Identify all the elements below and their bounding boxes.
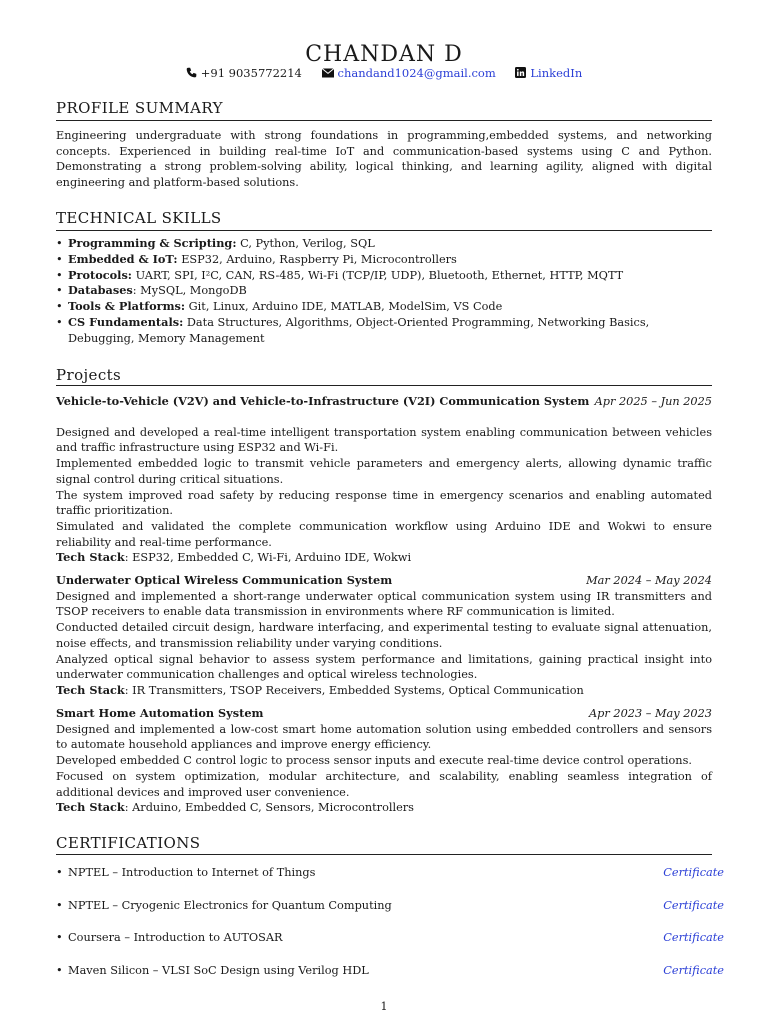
- certification-item: • Coursera – Introduction to AUTOSAR Certificate: [56, 931, 724, 944]
- skill-item: • Programming & Scripting: C, Python, Verilog, SQL: [56, 236, 375, 250]
- tech-stack: [56, 683, 712, 699]
- certification-name: NPTEL – Cryogenic Electronics for Quantum Computing: [68, 899, 392, 912]
- certificate-link[interactable]: Certificate: [663, 964, 724, 977]
- certificate-link[interactable]: Certificate: [663, 866, 724, 879]
- skill-item: • Databases: MySQL, MongoDB: [56, 283, 247, 298]
- project-line: Designed and implemented a short-range underwater optical communication system using IR transmitters and TSOP receivers to enable data transmission in environments where RF communication is limited.: [56, 589, 712, 619]
- skill-value: ESP32, Arduino, Raspberry Pi, Microcontrollers: [181, 252, 457, 266]
- project-line: Conducted detailed circuit design, hardware interfacing, and experimental testing to evaluate signal attenuation, noise effects, and transmission reliability under varying conditions.: [56, 621, 712, 650]
- skill-item: • Protocols: UART, SPI, I²C, CAN, RS-485, Wi-Fi (TCP/IP, UDP), Bluetooth, Ethernet, HTTP, MQTT: [56, 267, 624, 282]
- certification-item: • Maven Silicon – VLSI SoC Design using Verilog HDL Certificate: [56, 964, 724, 977]
- project-title: Vehicle-to-Vehicle (V2V) and Vehicle-to-Infrastructure (V2I) Communication System: [56, 394, 590, 408]
- linkedin-contact[interactable]: [515, 66, 582, 80]
- tech-stack-label: Tech Stack: [56, 682, 125, 697]
- projects-heading: Projects: [56, 366, 122, 384]
- project-header: [56, 394, 712, 410]
- section-divider: [56, 120, 712, 121]
- skill-label: Databases: [68, 283, 133, 298]
- project-line: Designed and implemented a low-cost smart home automation solution using embedded controllers and sensors to automate household appliances and improve energy efficiency.: [56, 722, 712, 752]
- tech-stack-label: Tech Stack: [56, 550, 125, 565]
- section-divider: [56, 385, 712, 386]
- email-contact[interactable]: [322, 66, 500, 80]
- profile-summary-heading: PROFILE SUMMARY: [56, 99, 223, 117]
- linkedin-icon: [515, 67, 526, 78]
- technical-skills-heading: TECHNICAL SKILLS: [56, 209, 222, 227]
- project-date: Apr 2023 – May 2023: [589, 707, 712, 720]
- skill-value: : MySQL, MongoDB: [132, 284, 247, 298]
- project-header: [56, 573, 712, 589]
- certificate-link[interactable]: Certificate: [663, 899, 724, 912]
- certification-name: Maven Silicon – VLSI SoC Design using Verilog HDL: [68, 964, 369, 977]
- phone-number: +91 9035772214: [200, 66, 302, 80]
- tech-stack: [56, 550, 712, 566]
- project-line: Focused on system optimization, modular architecture, and scalability, enabling seamless integration of additional devices and improved user convenience.: [56, 769, 712, 799]
- email-link[interactable]: chandand1024@gmail.com: [337, 66, 496, 80]
- phone-icon: [186, 67, 197, 78]
- certifications-heading: CERTIFICATIONS: [56, 834, 201, 852]
- project-v2v: [56, 394, 712, 566]
- profile-summary-text: Engineering undergraduate with strong foundations in programming,embedded systems, and networking concepts. Experienced in building real-time IoT and communication-based systems using C and Python. Demonstrating a strong problem-solving ability, logical thinking, and learning agility, aligned with digital engineering and platform-based solutions.: [56, 129, 712, 190]
- skill-value: C, Python, Verilog, SQL: [240, 237, 375, 250]
- skill-item: • CS Fundamentals: Data Structures, Algorithms, Object-Oriented Programming, Networking Basics, Debugging, Memory Management: [56, 314, 650, 345]
- project-line: Implemented embedded logic to transmit vehicle parameters and emergency alerts, allowing dynamic traffic signal control during critical situations.: [56, 457, 712, 486]
- tech-stack-value: : ESP32, Embedded C, Wi-Fi, Arduino IDE, Wokwi: [124, 551, 412, 565]
- candidate-name: CHANDAN D: [305, 42, 463, 67]
- page-number: 1: [380, 1000, 388, 1013]
- tech-stack-value: : Arduino, Embedded C, Sensors, Microcontrollers: [124, 801, 414, 815]
- tech-stack: [56, 800, 712, 816]
- skill-value: Data Structures, Algorithms, Object-Oriented Programming, Networking Basics, Debugging, Memory Management: [68, 315, 650, 345]
- project-line: Analyzed optical signal behavior to assess system performance and limitations, gaining practical insight into underwater communication challenges and optical wireless technologies.: [56, 652, 712, 682]
- linkedin-link[interactable]: LinkedIn: [530, 66, 583, 80]
- section-divider: [56, 854, 712, 855]
- project-line: Developed embedded C control logic to process sensor inputs and execute real-time device control operations.: [56, 754, 692, 768]
- skill-value: UART, SPI, I²C, CAN, RS-485, Wi-Fi (TCP/IP, UDP), Bluetooth, Ethernet, HTTP, MQTT: [135, 268, 624, 282]
- project-date: Apr 2025 – Jun 2025: [594, 395, 712, 408]
- email-icon: [322, 68, 334, 78]
- tech-stack-label: Tech Stack: [56, 800, 125, 815]
- project-line: Designed and developed a real-time intelligent transportation system enabling communication between vehicles and traffic infrastructure using ESP32 and Wi-Fi.: [56, 425, 712, 455]
- skill-label: Tools & Platforms:: [68, 299, 186, 314]
- phone-contact: [186, 66, 306, 80]
- skill-item: • Tools & Platforms: Git, Linux, Arduino IDE, MATLAB, ModelSim, VS Code: [56, 299, 503, 314]
- skill-value: Git, Linux, Arduino IDE, MATLAB, ModelSim, VS Code: [188, 300, 503, 314]
- skill-label: CS Fundamentals:: [68, 314, 184, 329]
- project-title: Underwater Optical Wireless Communication System: [56, 573, 393, 587]
- certificate-link[interactable]: Certificate: [663, 931, 724, 944]
- certification-name: Coursera – Introduction to AUTOSAR: [68, 931, 283, 944]
- project-line: Simulated and validated the complete communication workflow using Arduino IDE and Wokwi to ensure reliability and real-time performance.: [56, 519, 712, 549]
- project-header: [56, 706, 712, 722]
- certification-item: • NPTEL – Introduction to Internet of Things Certificate: [56, 866, 724, 879]
- project-line: The system improved road safety by reducing response time in emergency scenarios and enabling automated traffic prioritization.: [56, 488, 712, 518]
- skill-label: Embedded & IoT:: [68, 251, 178, 266]
- contact-line: [0, 66, 768, 80]
- skills-list: [56, 236, 712, 347]
- project-date: Mar 2024 – May 2024: [586, 574, 712, 587]
- project-uowc: [56, 573, 712, 699]
- certification-item: • NPTEL – Cryogenic Electronics for Quantum Computing Certificate: [56, 899, 724, 912]
- project-smart-home: [56, 706, 712, 816]
- tech-stack-value: : IR Transmitters, TSOP Receivers, Embedded Systems, Optical Communication: [124, 683, 584, 697]
- skill-label: Protocols:: [68, 267, 132, 282]
- certification-name: NPTEL – Introduction to Internet of Things: [68, 866, 316, 879]
- skill-item: • Embedded & IoT: ESP32, Arduino, Raspberry Pi, Microcontrollers: [56, 251, 457, 266]
- project-title: Smart Home Automation System: [56, 706, 264, 720]
- section-divider: [56, 230, 712, 231]
- skill-label: Programming & Scripting:: [68, 236, 237, 250]
